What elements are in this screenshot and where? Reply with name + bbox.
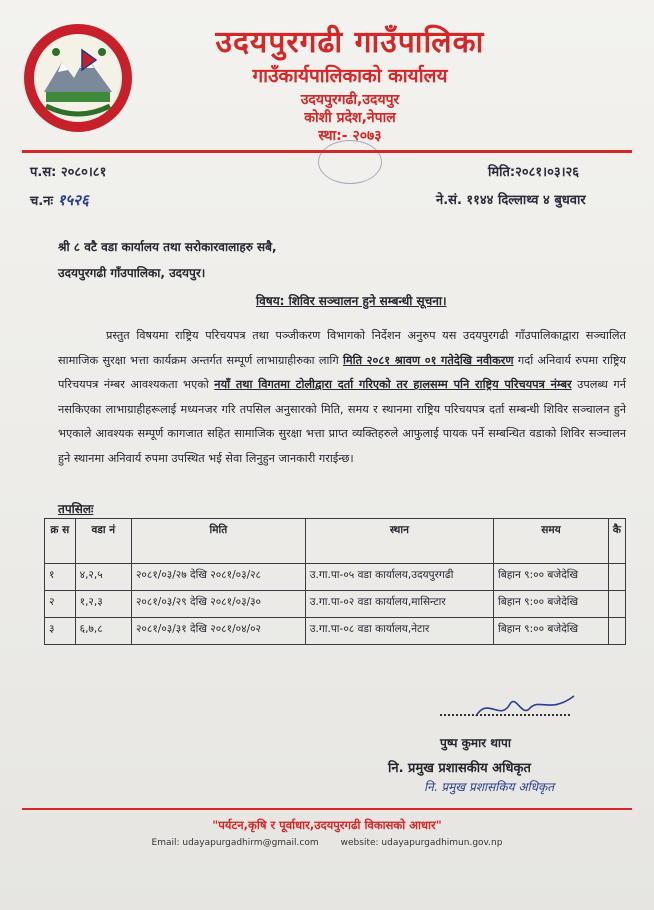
footer-email: Email: udayapurgadhirm@gmail.com (151, 838, 319, 848)
reference-number: प.स: २०८०।८१ (30, 165, 107, 180)
letter-subject: विषय: शिविर सञ्चालन हुने सम्बन्धी सूचना। (256, 294, 447, 308)
table-row: १ ४,२,५ २०८१/०३/२७ देखि २०८१/०३/२८ उ.गा.पा-०५ वडा कार्यालय,उदयपुरगढी बिहान ९:०० बजेदेखि (45, 564, 626, 591)
nepal-sambat-date: ने.सं. ११४४ दिल्लाथ्व ४ बुधवार (436, 193, 586, 208)
table-row: ३ ६,७,८ २०८१/०३/३१ देखि २०८१/०४/०२ उ.गा.पा-०८ वडा कार्यालय,नेटार बिहान ९:०० बजेदेखि (45, 618, 626, 645)
col-location: स्थान (305, 519, 493, 564)
signature-scribble (470, 692, 580, 728)
office-address-line1: उदयपुरगढी,उदयपुर (300, 92, 400, 108)
signatory-post: नि. प्रमुख प्रशासकीय अधिकृत (388, 761, 531, 776)
col-remarks: कै (608, 519, 625, 564)
schedule-table (44, 518, 626, 645)
signatory-name: पुष्प कुमार थापा (440, 736, 511, 750)
municipality-emblem (22, 22, 134, 134)
addressee-line1: श्री ८ वटै वडा कार्यालय तथा सरोकारवालाहरु सबै, (58, 240, 277, 254)
office-stamp (318, 140, 382, 184)
col-time: समय (493, 519, 608, 564)
office-established: स्था:- २०७३ (318, 128, 382, 144)
office-subtitle: गाउँकार्यपालिकाको कार्यालय (252, 65, 448, 87)
addressee-line2: उदयपुरगढी गाँउपालिका, उदयपुर। (58, 266, 206, 280)
footer-contact (0, 838, 654, 848)
col-serial: क्र स (45, 519, 76, 564)
letter-date: मिति:२०८१।०३।२६ (488, 165, 580, 180)
schedule-label: तपसिलः (58, 502, 94, 516)
col-ward: वडा नं (75, 519, 131, 564)
office-address-line2: कोशी प्रदेश,नेपाल (304, 110, 396, 126)
footer-divider (22, 808, 632, 810)
renewal-date-highlight: मिति २०८१ श्रावण ०१ गतेदेखि नवीकरण (342, 353, 514, 367)
beneficiary-highlight: नयाँ तथा विगतमा टोलीद्वारा दर्ता गरिएको तर हालसम्म पनि राष्ट्रिय परिचयपत्र नंम्बर (214, 378, 572, 391)
signature-line (440, 714, 570, 716)
signatory-stamp-text: नि. प्रमुख प्रशासकिय अधिकृत (424, 780, 555, 794)
header-divider (22, 150, 632, 153)
col-date: मिति (131, 519, 305, 564)
footer-website: website: udayapurgadhimun.gov.np (340, 838, 503, 848)
dispatch-number: च.नः १५२६ (30, 191, 89, 209)
table-header-row (45, 519, 626, 564)
table-row: २ १,२,३ २०८१/०३/२९ देखि २०८१/०३/३० उ.गा.पा-०२ वडा कार्यालय,मासिन्टार बिहान ९:०० बजेदेखि (45, 591, 626, 618)
office-title: उदयपुरगढी गाउँपालिका (215, 25, 485, 60)
body-paragraph: प्रस्तुत विषयमा राष्ट्रिय परिचयपत्र तथा पञ्जीकरण विभागको निर्देशन अनुरुप यस उदयपुरगढी गाँउपालिकाद्वारा सञ्चालित सामाजिक सुरक्षा भत्ता कार्यक्रम अन्तर्गत सम्पूर्ण लाभाग्राहीरुका लागि मिति २०८१ श्रावण ०१ गतेदेखि नवीकरण गर्दा अनिवार्य रुपमा राष्ट्रिय परिचयपत्र नंम्बर आवश्यकता भएको नयाँ तथा विगतमा टोलीद्वारा दर्ता गरिएको तर हालसम्म पनि राष्ट्रिय परिचयपत्र नंम्बर उपलब्ध गर्न नसकिएका लाभाग्राहीहरूलाई मध्यनजर गरि तपसिल अनुसारको मिति, समय र स्थानमा राष्ट्रिय परिचयपत्र दर्ता सम्बन्धी शिविर सञ्चालन हुने भएकाले आवश्यक सम्पूर्ण कागजात सहित सामाजिक सुरक्षा भत्ता प्राप्त व्यक्तिहरुले आफुलाई पायक पर्ने सम्बन्धित वडाको शिविर सञ्चालन हुने स्थानमा अनिवार्य रुपमा उपस्थित भई सेवा लिनुहुन जानकारी गराईन्छ। (58, 329, 627, 465)
footer-slogan: "पर्यटन,कृषि र पूर्वाधार,उदयपुरगढी विकासको आधार" (212, 818, 442, 832)
